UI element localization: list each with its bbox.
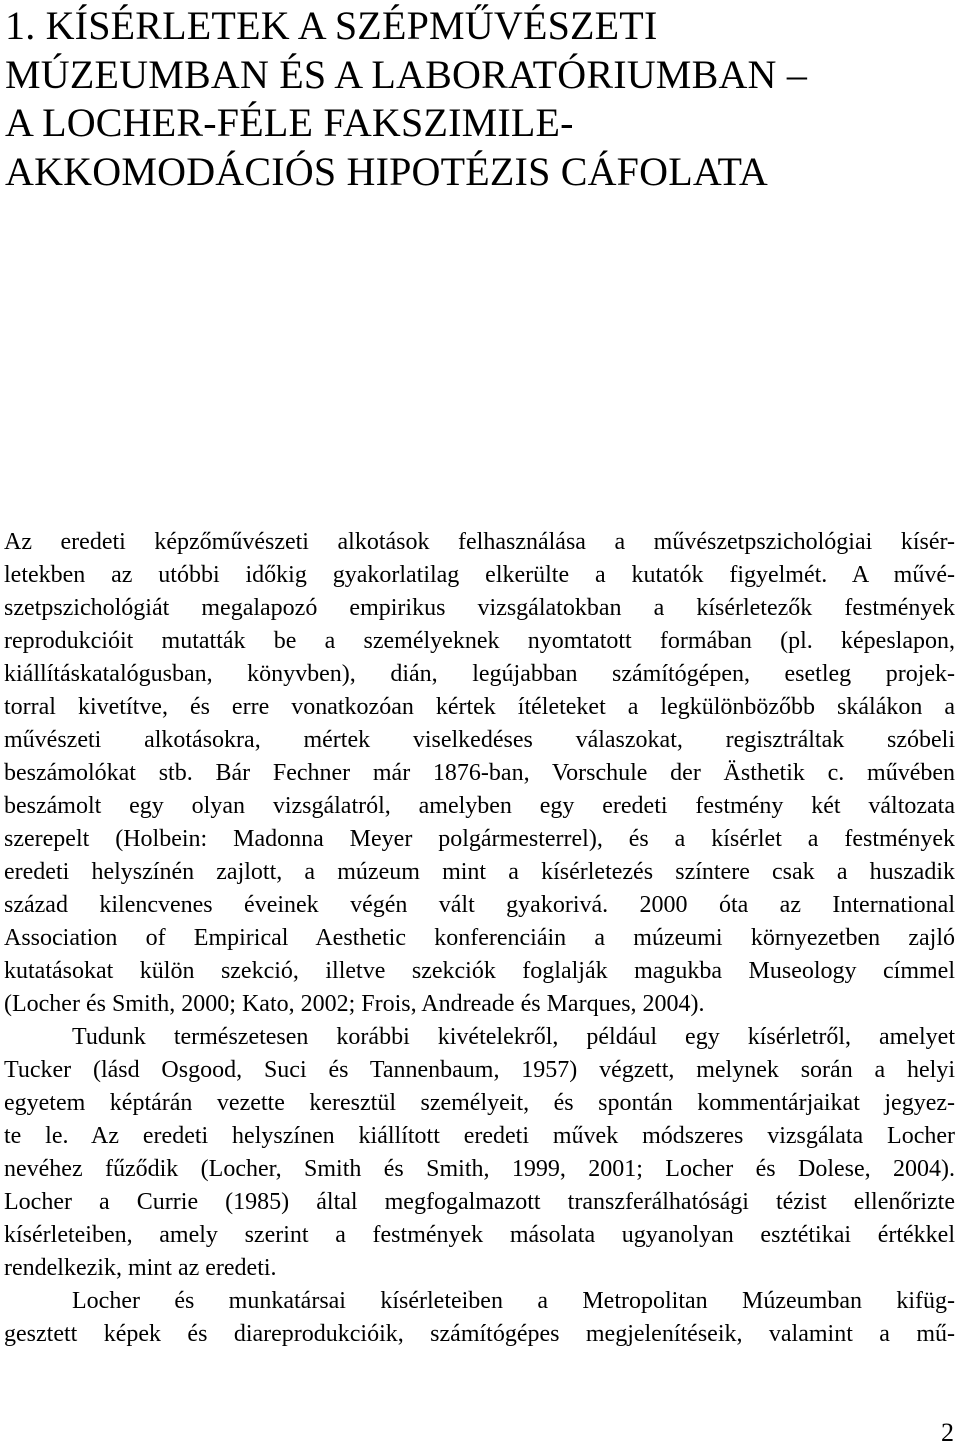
chapter-title-line: 1. KÍSÉRLETEK A SZÉPMŰVÉSZETI (5, 3, 658, 48)
text-line: te le. Az eredeti helyszínen kiállított eredeti művek módszeres vizsgálata Locher (4, 1123, 955, 1149)
text-line: rendelkezik, mint az eredeti. (4, 1255, 277, 1281)
chapter-title-line: A LOCHER-FÉLE FAKSZIMILE- (5, 100, 574, 145)
text-line: egyetem képtárán vezette keresztül személyeit, és spontán kommentárjaikat jegyez- (4, 1090, 955, 1116)
text-line: gesztett képek és diareprodukcióik, számítógépes megjelenítéseik, valamint a mű- (4, 1321, 955, 1347)
text-line: reprodukcióit mutatták be a személyeknek nyomtatott formában (pl. képeslapon, (4, 628, 955, 654)
page-number: 2 (941, 1418, 954, 1447)
chapter-title (5, 2, 945, 196)
text-line: szerepelt (Holbein: Madonna Meyer polgármesterrel), és a kísérlet a festmények (4, 826, 955, 852)
text-line: kiállításkatalógusban, könyvben), dián, legújabban számítógépen, esetleg projek- (4, 661, 955, 687)
text-line: letekben az utóbbi időkig gyakorlatilag elkerülte a kutatók figyelmét. A művé- (4, 562, 955, 588)
text-line: Az eredeti képzőművészeti alkotások felhasználása a művészetpszichológiai kísér- (4, 529, 955, 555)
paragraph-3 (4, 1285, 955, 1351)
text-line: Locher és munkatársai kísérleteiben a Metropolitan Múzeumban kifüg- (72, 1288, 955, 1314)
text-line: torral kivetítve, és erre vonatkozóan kértek ítéleteket a legkülönbözőbb skálákon a (4, 694, 955, 720)
text-line: beszámolókat stb. Bár Fechner már 1876-ban, Vorschule der Ästhetik c. művében (4, 760, 955, 786)
text-line: Association of Empirical Aesthetic konferenciáin a múzeumi környezetben zajló (4, 925, 955, 951)
text-line: nevéhez fűződik (Locher, Smith és Smith, 1999, 2001; Locher és Dolese, 2004). (4, 1156, 955, 1182)
text-line: század kilencvenes éveinek végén vált gyakorivá. 2000 óta az International (4, 892, 955, 918)
text-line: Tudunk természetesen korábbi kivételekről, például egy kísérletről, amelyet (72, 1024, 955, 1050)
text-line: kutatásokat külön szekció, illetve szekciók foglalják magukba Museology címmel (4, 958, 955, 984)
paragraph-1 (4, 526, 955, 1021)
text-line: (Locher és Smith, 2000; Kato, 2002; Frois, Andreade és Marques, 2004). (4, 991, 705, 1017)
text-line: Locher a Currie (1985) által megfogalmazott transzferálhatósági tézist ellenőrizte (4, 1189, 955, 1215)
chapter-title-line: AKKOMODÁCIÓS HIPOTÉZIS CÁFOLATA (5, 148, 769, 194)
text-line: beszámolt egy olyan vizsgálatról, amelyben egy eredeti festmény két változata (4, 793, 955, 819)
chapter-title-line: MÚZEUMBAN ÉS A LABORATÓRIUMBAN – (5, 51, 808, 97)
text-line: kísérleteiben, amely szerint a festmények másolata ugyanolyan esztétikai értékkel (4, 1222, 955, 1248)
text-line: eredeti helyszínén zajlott, a múzeum mint a kísérletezés színtere csak a huszadik (4, 859, 955, 885)
body-text (4, 526, 955, 1351)
text-line: művészeti alkotásokra, mértek viselkedéses válaszokat, regisztráltak szóbeli (4, 727, 955, 753)
paragraph-2 (4, 1021, 955, 1285)
text-line: Tucker (lásd Osgood, Suci és Tannenbaum, 1957) végzett, melynek során a helyi (4, 1057, 955, 1083)
text-line: szetpszichológiát megalapozó empirikus vizsgálatokban a kísérletezők festmények (4, 595, 955, 621)
